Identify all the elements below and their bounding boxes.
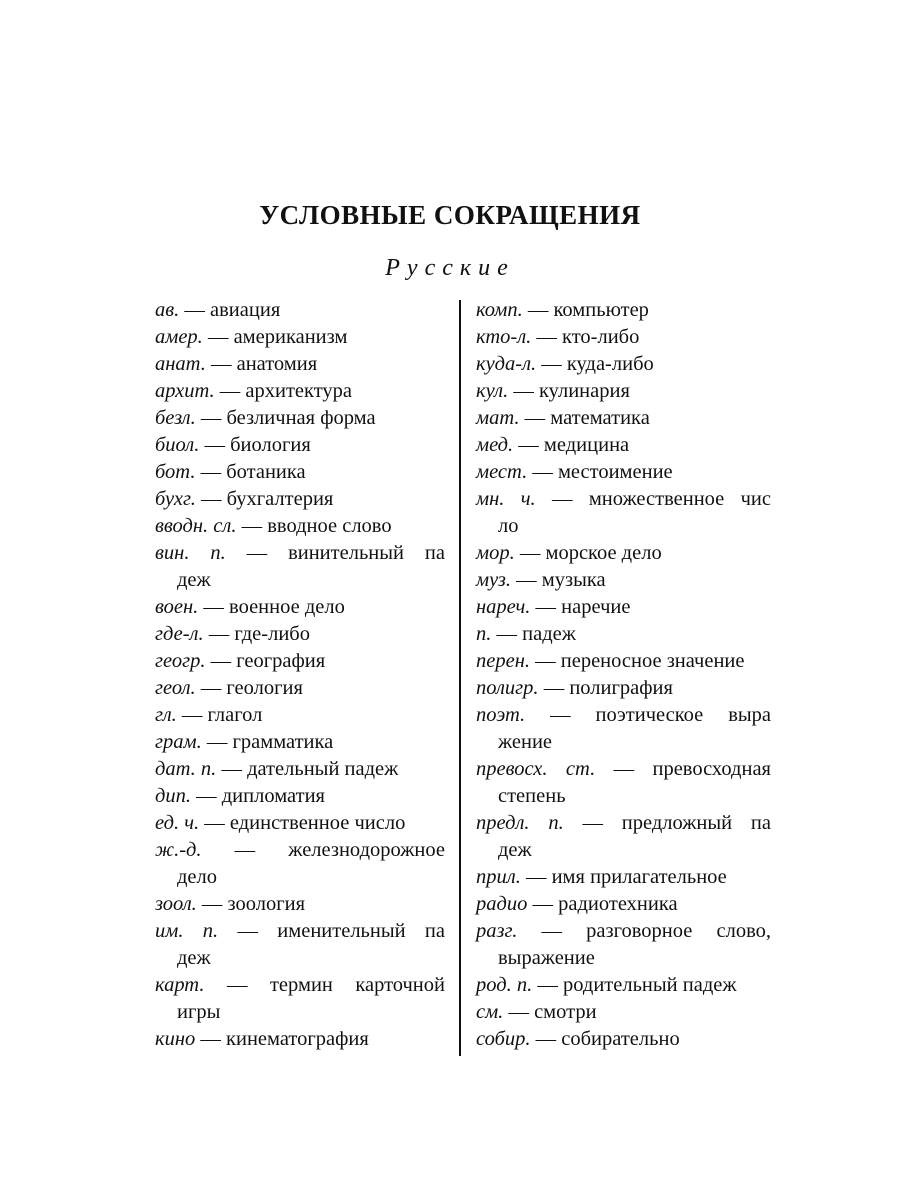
dash-separator: — bbox=[218, 920, 278, 942]
abbreviation-meaning: радиотехника bbox=[558, 893, 678, 915]
section-title: Русские bbox=[385, 255, 515, 281]
dash-separator: — bbox=[195, 1028, 227, 1050]
abbreviation-meaning: железнодорожное bbox=[288, 839, 445, 861]
dash-separator: — bbox=[204, 974, 270, 996]
abbreviation-entry bbox=[155, 783, 445, 810]
abbreviation: анат. bbox=[155, 353, 206, 375]
abbreviation-entry bbox=[476, 567, 771, 594]
abbreviation-entry bbox=[155, 486, 445, 513]
dash-separator: — bbox=[508, 380, 539, 402]
abbreviation: мест. bbox=[476, 461, 528, 483]
abbreviation: бот. bbox=[155, 461, 196, 483]
abbreviation-entry bbox=[155, 351, 445, 378]
abbreviation-entry bbox=[476, 972, 771, 999]
abbreviation-meaning: имя прилагательное bbox=[551, 866, 727, 888]
abbreviation-entry bbox=[155, 837, 445, 864]
abbreviation-meaning: глагол bbox=[207, 704, 263, 726]
abbreviation-entry bbox=[155, 891, 445, 918]
abbreviation-meaning: куда-либо bbox=[566, 353, 654, 375]
dash-separator: — bbox=[595, 758, 653, 780]
abbreviation: муз. bbox=[476, 569, 512, 591]
abbreviation-meaning: разговорное слово, bbox=[586, 920, 771, 942]
dash-separator: — bbox=[530, 1028, 562, 1050]
abbreviation: поэт. bbox=[476, 704, 526, 726]
abbreviation: мед. bbox=[476, 434, 514, 456]
abbreviation-entry bbox=[476, 594, 771, 621]
abbreviation-entry bbox=[476, 297, 771, 324]
abbreviation: радио bbox=[476, 893, 528, 915]
dash-separator: — bbox=[203, 623, 235, 645]
abbreviation-entry bbox=[155, 810, 445, 837]
dash-separator: — bbox=[520, 866, 552, 888]
abbreviation: разг. bbox=[476, 920, 518, 942]
abbreviation-meaning: термин карточной bbox=[269, 974, 445, 996]
abbreviation-entry bbox=[155, 594, 445, 621]
abbreviation: грам. bbox=[155, 731, 202, 753]
dash-separator: — bbox=[491, 623, 523, 645]
dash-separator: — bbox=[205, 650, 237, 672]
abbreviation: им. п. bbox=[155, 920, 219, 942]
abbreviation-entry bbox=[476, 810, 771, 837]
abbreviations-right-column: комп. — компьютер кто-л. — кто-либо куда-л. — куда-либо кул. — кулинария мат. — математика мед. — медицина мест. — местоимение мн. ч. — множественное чис ло мор. — морское дело муз. — музыка нареч. — наречие п. — падеж перен. — переносное значение полигр. — полиграфия поэт. — поэтическое выра жение превосх. ст. — превосходная степень предл. п. — предложный па деж прил. — имя прилагательное радио — радиотехника разг. — разговорное слово, выражение род. п. — родительный падеж см. — смотри собир. — собирательно bbox=[476, 297, 771, 1053]
dash-separator: — bbox=[530, 650, 561, 672]
dash-separator: — bbox=[513, 434, 544, 456]
abbreviation-meaning: падеж bbox=[522, 623, 576, 645]
abbreviation-meaning: бухгалтерия bbox=[226, 488, 334, 510]
abbreviation-meaning: компьютер bbox=[553, 299, 649, 321]
dash-separator: — bbox=[216, 758, 248, 780]
abbreviation-entry bbox=[155, 378, 445, 405]
abbreviation: полигр. bbox=[476, 677, 539, 699]
abbreviation-entry bbox=[476, 999, 771, 1026]
abbreviation: вин. п. bbox=[155, 542, 226, 564]
abbreviation-entry bbox=[155, 621, 445, 648]
abbreviation-entry bbox=[476, 324, 771, 351]
dash-separator: — bbox=[517, 920, 587, 942]
abbreviation-meaning: архитектура bbox=[245, 380, 352, 402]
abbreviation-entry bbox=[155, 702, 445, 729]
dash-separator: — bbox=[195, 461, 227, 483]
dash-separator: — bbox=[563, 812, 622, 834]
abbreviation: ед. ч. bbox=[155, 812, 200, 834]
dash-separator: — bbox=[199, 812, 230, 834]
dash-separator: — bbox=[199, 434, 231, 456]
abbreviation: комп. bbox=[476, 299, 523, 321]
abbreviation-entry bbox=[476, 486, 771, 513]
dash-separator: — bbox=[538, 677, 570, 699]
abbreviations-left-column: ав. — авиация амер. — американизм анат. — анатомия архит. — архитектура безл. — безличная форма биол. — биология бот. — ботаника бухг. — бухгалтерия вводн. сл. — вводное слово вин. п. — винительный па деж воен. — военное дело где-л. — где-либо геогр. — география геол. — геология гл. — глагол грам. — грамматика дат. п. — дательный падеж дип. — дипломатия ед. ч. — единственное число ж.-д. — железнодорожное дело зоол. — зоология им. п. — именительный па деж карт. — термин карточной игры кино — кинематография bbox=[155, 297, 445, 1053]
abbreviation-entry bbox=[155, 675, 445, 702]
dash-separator: — bbox=[225, 542, 289, 564]
abbreviation: куда-л. bbox=[476, 353, 537, 375]
dash-separator: — bbox=[514, 542, 546, 564]
abbreviation-meaning: морское дело bbox=[545, 542, 662, 564]
dash-separator: — bbox=[522, 299, 554, 321]
dash-separator: — bbox=[191, 785, 222, 807]
abbreviation-entry bbox=[155, 729, 445, 756]
dash-separator: — bbox=[202, 326, 234, 348]
abbreviation-meaning: превосходная bbox=[652, 758, 771, 780]
dash-separator: — bbox=[527, 893, 559, 915]
abbreviation: архит. bbox=[155, 380, 215, 402]
abbreviation-meaning: поэтическое выра bbox=[595, 704, 771, 726]
abbreviation-meaning: военное дело bbox=[229, 596, 345, 618]
abbreviation-meaning: математика bbox=[550, 407, 650, 429]
abbreviation-meaning: множественное чис bbox=[588, 488, 771, 510]
abbreviation: прил. bbox=[476, 866, 521, 888]
abbreviation: см. bbox=[476, 1001, 504, 1023]
dash-separator: — bbox=[536, 353, 567, 375]
abbreviation-meaning: ботаника bbox=[226, 461, 306, 483]
abbreviation-meaning: музыка bbox=[541, 569, 606, 591]
abbreviation: биол. bbox=[155, 434, 200, 456]
abbreviation-entry bbox=[476, 405, 771, 432]
abbreviation: геол. bbox=[155, 677, 196, 699]
dash-separator: — bbox=[196, 893, 228, 915]
abbreviation-meaning: авиация bbox=[210, 299, 281, 321]
abbreviation-entry bbox=[155, 648, 445, 675]
abbreviation-meaning: дипломатия bbox=[221, 785, 325, 807]
abbreviation: карт. bbox=[155, 974, 205, 996]
abbreviation: кул. bbox=[476, 380, 509, 402]
dash-separator: — bbox=[201, 731, 233, 753]
dash-separator: — bbox=[179, 299, 211, 321]
dash-separator: — bbox=[198, 596, 230, 618]
dash-separator: — bbox=[519, 407, 551, 429]
abbreviation: мор. bbox=[476, 542, 515, 564]
dash-separator: — bbox=[527, 461, 558, 483]
dash-separator: — bbox=[205, 353, 237, 375]
dash-separator: — bbox=[195, 677, 227, 699]
abbreviation-meaning: геология bbox=[226, 677, 303, 699]
abbreviation: ав. bbox=[155, 299, 180, 321]
abbreviation-meaning: родительный падеж bbox=[562, 974, 737, 996]
abbreviation-entry bbox=[155, 405, 445, 432]
abbreviation-entry bbox=[476, 648, 771, 675]
dash-separator: — bbox=[535, 488, 589, 510]
abbreviation-meaning: переносное значение bbox=[560, 650, 745, 672]
dash-separator: — bbox=[195, 407, 227, 429]
dash-separator: — bbox=[511, 569, 542, 591]
abbreviation: дип. bbox=[155, 785, 191, 807]
abbreviation-entry bbox=[155, 459, 445, 486]
abbreviation-meaning: полиграфия bbox=[569, 677, 673, 699]
dash-separator: — bbox=[201, 839, 289, 861]
abbreviation: амер. bbox=[155, 326, 203, 348]
abbreviation-meaning: кинематография bbox=[226, 1028, 369, 1050]
abbreviation-meaning: медицина bbox=[543, 434, 630, 456]
abbreviation-entry bbox=[476, 702, 771, 729]
abbreviation: п. bbox=[476, 623, 492, 645]
abbreviation: мат. bbox=[476, 407, 520, 429]
abbreviation-meaning: предложный па bbox=[621, 812, 771, 834]
abbreviation: род. п. bbox=[476, 974, 533, 996]
abbreviation: воен. bbox=[155, 596, 199, 618]
abbreviation-entry bbox=[476, 621, 771, 648]
abbreviation-meaning: география bbox=[236, 650, 326, 672]
abbreviation: предл. п. bbox=[476, 812, 564, 834]
abbreviation-meaning: наречие bbox=[561, 596, 631, 618]
abbreviation: мн. ч. bbox=[476, 488, 536, 510]
abbreviation: перен. bbox=[476, 650, 530, 672]
abbreviation: собир. bbox=[476, 1028, 531, 1050]
abbreviation: вводн. сл. bbox=[155, 515, 237, 537]
abbreviation-meaning: местоимение bbox=[557, 461, 673, 483]
column-divider bbox=[459, 300, 461, 1056]
abbreviation-entry bbox=[476, 378, 771, 405]
abbreviation: превосх. ст. bbox=[476, 758, 596, 780]
dash-separator: — bbox=[236, 515, 268, 537]
abbreviation: безл. bbox=[155, 407, 196, 429]
abbreviation-entry bbox=[476, 756, 771, 783]
abbreviation-meaning: анатомия bbox=[236, 353, 318, 375]
abbreviation-meaning: дательный падеж bbox=[247, 758, 399, 780]
abbreviation-entry bbox=[155, 324, 445, 351]
dash-separator: — bbox=[531, 326, 563, 348]
abbreviation-entry bbox=[476, 864, 771, 891]
abbreviation-entry bbox=[476, 432, 771, 459]
abbreviation: геогр. bbox=[155, 650, 206, 672]
abbreviation-entry bbox=[476, 351, 771, 378]
abbreviation-entry bbox=[476, 540, 771, 567]
abbreviation: где-л. bbox=[155, 623, 204, 645]
dash-separator: — bbox=[503, 1001, 535, 1023]
abbreviation-entry bbox=[155, 756, 445, 783]
abbreviation: бухг. bbox=[155, 488, 196, 510]
abbreviation-meaning: безличная форма bbox=[226, 407, 376, 429]
abbreviation-entry bbox=[476, 891, 771, 918]
abbreviation: дат. п. bbox=[155, 758, 217, 780]
dash-separator: — bbox=[532, 974, 563, 996]
abbreviation-meaning: зоология bbox=[227, 893, 306, 915]
abbreviation-meaning: собирательно bbox=[561, 1028, 680, 1050]
abbreviation-entry bbox=[155, 918, 445, 945]
abbreviation: кино bbox=[155, 1028, 196, 1050]
page-title: УСЛОВНЫЕ СОКРАЩЕНИЯ bbox=[259, 200, 641, 230]
dash-separator: — bbox=[195, 488, 227, 510]
abbreviation-meaning: биология bbox=[230, 434, 311, 456]
abbreviation: ж.-д. bbox=[155, 839, 202, 861]
abbreviation-entry bbox=[476, 918, 771, 945]
abbreviation-meaning: смотри bbox=[534, 1001, 597, 1023]
abbreviation: зоол. bbox=[155, 893, 197, 915]
abbreviation: нареч. bbox=[476, 596, 531, 618]
abbreviation-meaning: вводное слово bbox=[267, 515, 392, 537]
abbreviation: гл. bbox=[155, 704, 177, 726]
abbreviation-meaning: грамматика bbox=[232, 731, 334, 753]
abbreviation-meaning: где-либо bbox=[234, 623, 310, 645]
abbreviation-meaning: именительный па bbox=[277, 920, 445, 942]
abbreviation-entry bbox=[155, 513, 445, 540]
abbreviation-entry bbox=[155, 1026, 445, 1053]
abbreviation-meaning: винительный па bbox=[288, 542, 445, 564]
abbreviation-meaning: единственное число bbox=[229, 812, 406, 834]
abbreviation: кто-л. bbox=[476, 326, 532, 348]
abbreviation-entry bbox=[476, 1026, 771, 1053]
abbreviation-meaning: кулинария bbox=[538, 380, 630, 402]
abbreviation-entry bbox=[476, 675, 771, 702]
abbreviation-entry bbox=[155, 297, 445, 324]
abbreviation-meaning: кто-либо bbox=[562, 326, 640, 348]
dash-separator: — bbox=[525, 704, 596, 726]
abbreviation-entry bbox=[155, 540, 445, 567]
dash-separator: — bbox=[214, 380, 246, 402]
abbreviation-entry bbox=[155, 432, 445, 459]
abbreviation-meaning: американизм bbox=[233, 326, 348, 348]
dash-separator: — bbox=[176, 704, 208, 726]
abbreviation-entry bbox=[155, 972, 445, 999]
dash-separator: — bbox=[530, 596, 562, 618]
abbreviation-entry bbox=[476, 459, 771, 486]
